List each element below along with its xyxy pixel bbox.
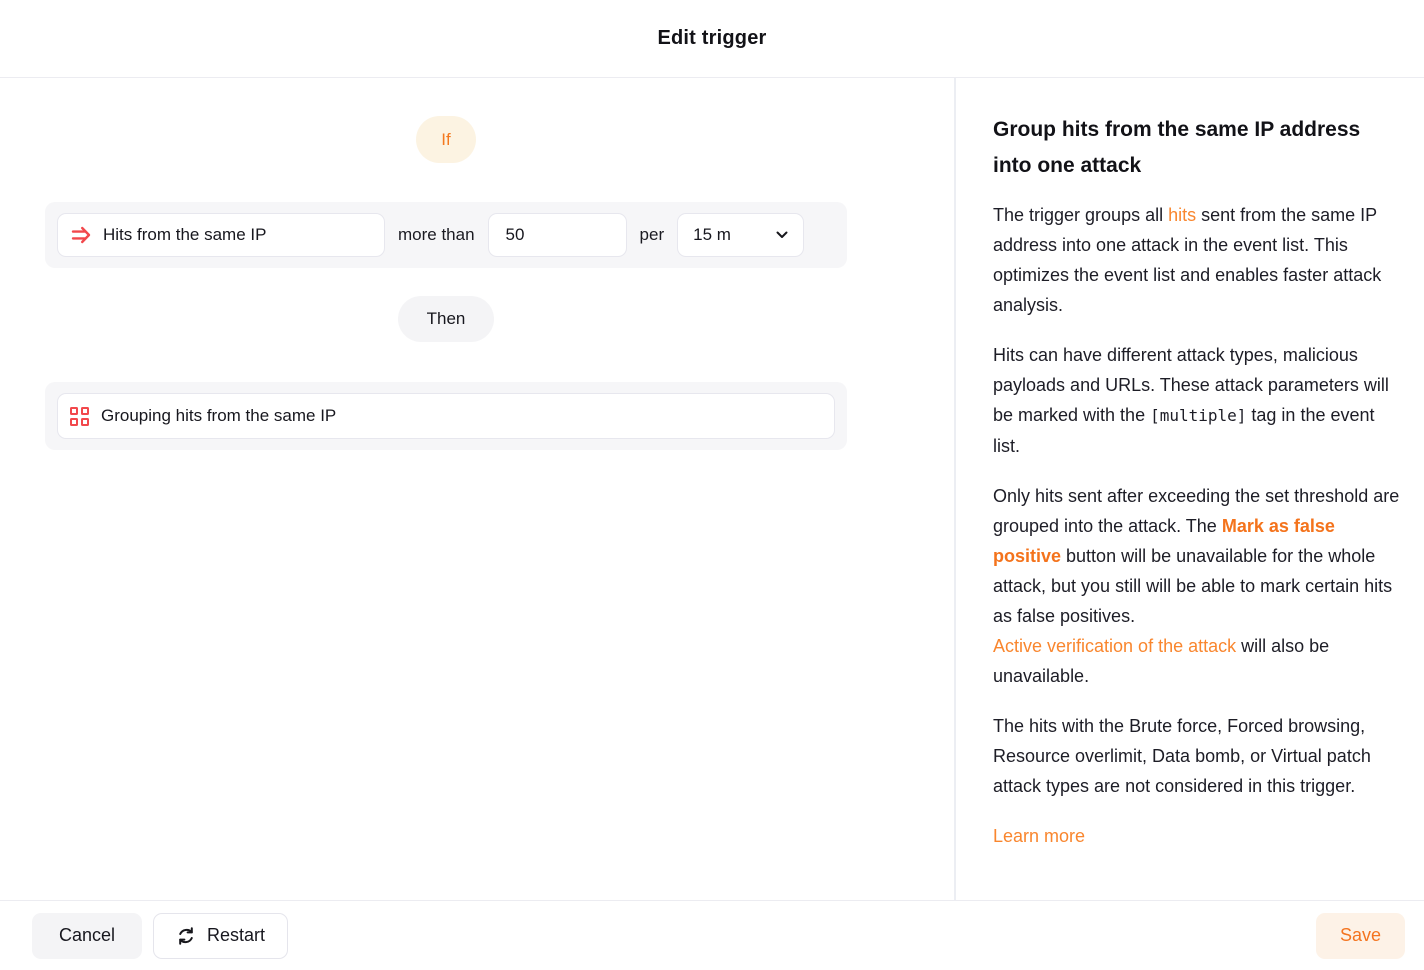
- per-label: per: [639, 225, 665, 244]
- dialog-header: [0, 0, 1424, 78]
- comparator-label: more than: [398, 225, 475, 244]
- learn-more-link[interactable]: Learn more: [993, 826, 1086, 846]
- multiple-tag-code: [multiple]: [1150, 406, 1247, 425]
- refresh-icon: [176, 926, 196, 946]
- chevron-down-icon: [776, 231, 788, 239]
- text-segment: sent from the same IP address into one attack in the event list. This optimizes the event list and enables faster attack analysis.: [993, 205, 1382, 315]
- text-segment: Hits can have different attack types, malicious payloads and URLs. These attack parameters will be marked with the: [993, 345, 1389, 425]
- help-paragraph-1: [993, 200, 1402, 320]
- hits-arrow-icon: [70, 224, 92, 246]
- interval-value: 15 m: [693, 225, 731, 244]
- help-paragraph-4: The hits with the Brute force, Forced browsing, Resource overlimit, Data bomb, or Virtual patch attack types are not considered in this trigger.: [993, 716, 1371, 796]
- cancel-button[interactable]: Cancel: [32, 913, 142, 959]
- trigger-builder-panel: [0, 78, 956, 900]
- grid-icon: [70, 407, 89, 426]
- dialog-body: [0, 78, 1424, 900]
- dialog-title: Edit trigger: [657, 27, 767, 49]
- help-title: Group hits from the same IP address into one attack: [993, 118, 1361, 177]
- condition-metric-value: Hits from the same IP: [103, 225, 267, 244]
- grid-icon-dot: [70, 418, 78, 426]
- dialog-footer: [0, 900, 1424, 970]
- reaction-select[interactable]: [57, 393, 835, 439]
- text-segment: The trigger groups all: [993, 205, 1169, 225]
- save-button[interactable]: Save: [1316, 913, 1405, 959]
- grid-icon-dot: [81, 407, 89, 415]
- mark-false-positive-label: Mark as false positive: [993, 516, 1335, 566]
- text-segment: will also be unavailable.: [993, 636, 1330, 686]
- hits-link[interactable]: hits: [1168, 205, 1197, 225]
- help-paragraph-3: [993, 481, 1402, 691]
- text-segment: button will be unavailable for the whole attack, but you still will be able to mark certain hits as false positives.: [993, 546, 1393, 626]
- condition-row: [45, 202, 847, 268]
- trigger-builder-column: [45, 116, 847, 450]
- threshold-input[interactable]: [488, 213, 627, 257]
- clipped-learn-more-link[interactable]: [993, 821, 1402, 851]
- grid-icon-dot: [81, 418, 89, 426]
- interval-select[interactable]: [677, 213, 804, 257]
- restart-label: Restart: [207, 925, 266, 945]
- condition-metric-select[interactable]: [57, 213, 385, 257]
- reaction-row: [45, 382, 847, 450]
- reaction-value: Grouping hits from the same IP: [101, 406, 337, 425]
- text-segment: Only hits sent after exceeding the set threshold are grouped into the attack. The: [993, 486, 1400, 536]
- restart-button[interactable]: [153, 913, 288, 959]
- then-badge: Then: [398, 296, 494, 342]
- if-badge: If: [416, 116, 476, 163]
- grid-icon-dot: [70, 407, 78, 415]
- text-segment: tag in the event list.: [993, 405, 1375, 456]
- help-paragraph-2: [993, 340, 1402, 461]
- active-verification-link[interactable]: Active verification of the attack: [993, 636, 1237, 656]
- help-panel: [956, 78, 1424, 900]
